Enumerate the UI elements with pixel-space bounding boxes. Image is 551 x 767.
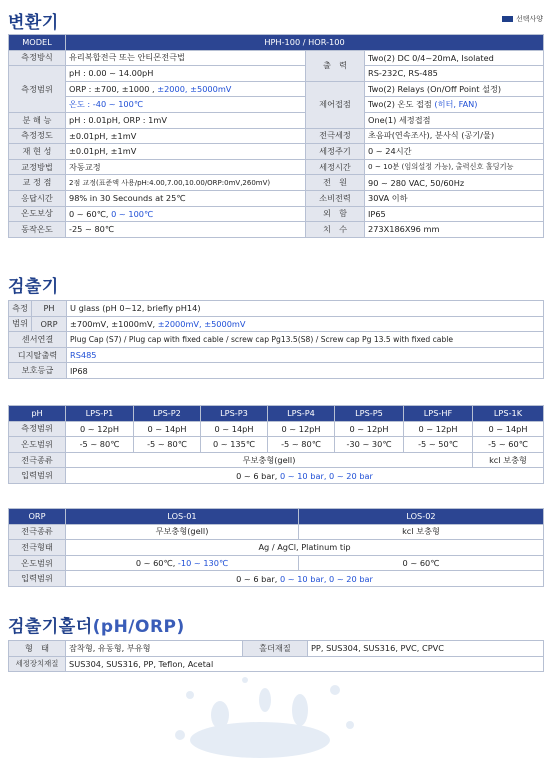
row-value: Two(2) DC 0/4~20mA, Isolated: [365, 50, 544, 66]
converter-spec-table: [8, 34, 544, 238]
table-cell: 0 ~ 14pH: [473, 421, 544, 437]
orp-electrode-table: [8, 508, 544, 587]
col-header: LOS-02: [299, 509, 544, 525]
row-value: 초음파(연속조사), 분사식 (공기/물): [365, 128, 544, 144]
table-cell: -30 ~ 30℃: [335, 437, 404, 453]
section-title-holder: [8, 612, 185, 637]
row-value: [365, 97, 544, 113]
col-header: LPS-P1: [66, 406, 134, 422]
row-label: 치 수: [306, 222, 365, 238]
row-value: ±0.01pH, ±1mV: [66, 144, 306, 160]
section-title-converter: 변환기: [8, 13, 59, 33]
row-label: 외 함: [306, 206, 365, 222]
row-label: 형 태: [9, 641, 66, 657]
protect-label: 보호등급: [9, 363, 67, 379]
col-header: LPS-P4: [268, 406, 335, 422]
row-label: 재 현 성: [9, 144, 66, 160]
orp-range-part: ORP : ±700, ±1000 ,: [69, 84, 158, 95]
row-label: 전극종류: [9, 452, 66, 468]
col-header: LPS-P5: [335, 406, 404, 422]
section-title-detector: 검출기: [8, 277, 59, 297]
row-label: 교 정 점: [9, 175, 66, 191]
orp-range-option: ±2000, ±5000mV: [157, 84, 232, 95]
row-value: RS-232C, RS-485: [365, 66, 544, 82]
ph-label: PH: [32, 301, 67, 317]
row-label: 분 해 능: [9, 112, 66, 128]
row-value: SUS304, SUS316, PP, Teflon, Acetal: [66, 656, 544, 672]
temp-comp-part: 0 ~ 60℃,: [69, 208, 112, 219]
pressure-option: 0 ~ 10 bar, 0 ~ 20 bar: [279, 573, 373, 584]
col-header: ORP: [9, 509, 66, 525]
pressure-option: 0 ~ 10 bar, 0 ~ 20 bar: [279, 470, 373, 481]
range-label: 범위: [9, 316, 32, 332]
orp-value-option: ±2000mV, ±5000mV: [157, 318, 246, 329]
optional-spec-badge: [502, 14, 543, 24]
row-value: [66, 81, 306, 97]
table-cell: 0 ~ 12pH: [335, 421, 404, 437]
row-label: 입력범위: [9, 468, 66, 484]
orp-value: [67, 316, 544, 332]
temp-comp-option: 0 ~ 100℃: [111, 208, 154, 219]
row-value: One(1) 세정접점: [365, 112, 544, 128]
row-value: IP65: [365, 206, 544, 222]
row-value: pH : 0.01pH, ORP : 1mV: [66, 112, 306, 128]
digital-value: RS485: [67, 347, 544, 363]
row-label: 전 원: [306, 175, 365, 191]
row-label: 온도범위: [9, 555, 66, 571]
table-cell: Ag / AgCl, Platinum tip: [66, 540, 544, 556]
col-header: LPS-HF: [404, 406, 473, 422]
table-cell: [66, 555, 299, 571]
row-label: 측정범위: [9, 421, 66, 437]
badge-label: 선택사양: [515, 15, 543, 23]
holder-title-text: 검출기홀더: [8, 617, 93, 637]
ph-electrode-table: [8, 405, 544, 484]
col-header: LOS-01: [66, 509, 299, 525]
row-label: 측정정도: [9, 128, 66, 144]
table-cell: [66, 571, 544, 587]
table-cell: kcl 보충형: [299, 524, 544, 540]
table-cell: 0 ~ 14pH: [134, 421, 201, 437]
row-label: 소비전력: [306, 190, 365, 206]
row-value: 2점 교정(표준액 사용/pH:4.00,7.00,10.00/ORP:0mV,260mV): [66, 175, 306, 191]
table-cell: -5 ~ 50℃: [404, 437, 473, 453]
table-cell: 0 ~ 14pH: [201, 421, 268, 437]
model-header: MODEL: [9, 35, 66, 51]
row-label: 세정주기: [306, 144, 365, 160]
temp-contact-option: (히터, FAN): [434, 99, 478, 110]
row-label: 온도범위: [9, 437, 66, 453]
table-cell: 0 ~ 60℃: [299, 555, 544, 571]
row-value: 98% in 30 Secounds at 25℃: [66, 190, 306, 206]
table-cell: 0 ~ 135℃: [201, 437, 268, 453]
table-cell: -5 ~ 60℃: [473, 437, 544, 453]
measure-label: 측정: [9, 301, 32, 317]
row-value: 90 ~ 280 VAC, 50/60Hz: [365, 175, 544, 191]
table-cell: 0 ~ 12pH: [66, 421, 134, 437]
orp-value-part: ±700mV, ±1000mV,: [70, 318, 158, 329]
row-label: 측정방식: [9, 50, 66, 66]
row-value: PP, SUS304, SUS316, PVC, CPVC: [308, 641, 544, 657]
digital-label: 디지탈출력: [9, 347, 67, 363]
ph-value: U glass (pH 0~12, briefly pH14): [67, 301, 544, 317]
row-label: 전극세정: [306, 128, 365, 144]
temp-option: -10 ~ 130℃: [177, 558, 229, 569]
table-cell: -5 ~ 80℃: [134, 437, 201, 453]
row-value: 30VA 이하: [365, 190, 544, 206]
detector-spec-table: [8, 300, 544, 379]
row-value: 273X186X96 mm: [365, 222, 544, 238]
row-value: Two(2) Relays (On/Off Point 설정): [365, 81, 544, 97]
row-value: 자동교정: [66, 159, 306, 175]
row-value: 0 ~ 24시간: [365, 144, 544, 160]
row-label: 응답시간: [9, 190, 66, 206]
row-value: 온도 : -40 ~ 100℃: [66, 97, 306, 113]
row-label: 홀더재질: [243, 641, 308, 657]
col-header: pH: [9, 406, 66, 422]
model-value: HPH-100 / HOR-100: [66, 35, 544, 51]
protect-value: IP68: [67, 363, 544, 379]
table-cell: kcl 보충형: [473, 452, 544, 468]
table-cell: 무보충형(gell): [66, 524, 299, 540]
orp-label: ORP: [32, 316, 67, 332]
row-value: 잠착형, 유동형, 부유형: [66, 641, 243, 657]
legend-square-icon: [502, 16, 513, 22]
pressure-part: 0 ~ 6 bar,: [236, 573, 280, 584]
table-cell: 0 ~ 12pH: [404, 421, 473, 437]
row-label: 동작온도: [9, 222, 66, 238]
table-cell: 0 ~ 12pH: [268, 421, 335, 437]
row-value: [66, 206, 306, 222]
table-cell: [66, 468, 544, 484]
temp-contact-part: Two(2) 온도 접점: [368, 99, 435, 110]
table-cell: 무보충형(gell): [66, 452, 473, 468]
row-value: 유리복합전극 또는 안티몬전극법: [66, 50, 306, 66]
row-label: 제어접점: [306, 81, 365, 128]
row-label: 온도보상: [9, 206, 66, 222]
table-cell: -5 ~ 80℃: [66, 437, 134, 453]
row-label: 교정방법: [9, 159, 66, 175]
row-value: pH : 0.00 ~ 14.00pH: [66, 66, 306, 82]
sensor-label: 센서연결: [9, 332, 67, 348]
row-label: 전극종류: [9, 524, 66, 540]
col-header: LPS-1K: [473, 406, 544, 422]
row-label: 출 력: [306, 50, 365, 81]
row-label: 전극형태: [9, 540, 66, 556]
pressure-part: 0 ~ 6 bar,: [236, 470, 280, 481]
row-label: 세정장치재질: [9, 656, 66, 672]
holder-title-sub: (pH/ORP): [92, 617, 185, 637]
table-cell: -5 ~ 80℃: [268, 437, 335, 453]
row-value: 0 ~ 10분 (임의설정 가능), 출력신호 홀딩기능: [365, 159, 544, 175]
temp-part: 0 ~ 60℃,: [135, 558, 178, 569]
row-label: 입력범위: [9, 571, 66, 587]
row-value: -25 ~ 80℃: [66, 222, 306, 238]
row-label: 측정범위: [9, 66, 66, 113]
holder-spec-table: [8, 640, 544, 672]
col-header: LPS-P3: [201, 406, 268, 422]
row-value: ±0.01pH, ±1mV: [66, 128, 306, 144]
sensor-value: Plug Cap (S7) / Plug cap with fixed cable / screw cap Pg13.5(S8) / Screw cap Pg 13.5 with fixed cable: [67, 332, 544, 348]
col-header: LPS-P2: [134, 406, 201, 422]
row-label: 세정시간: [306, 159, 365, 175]
